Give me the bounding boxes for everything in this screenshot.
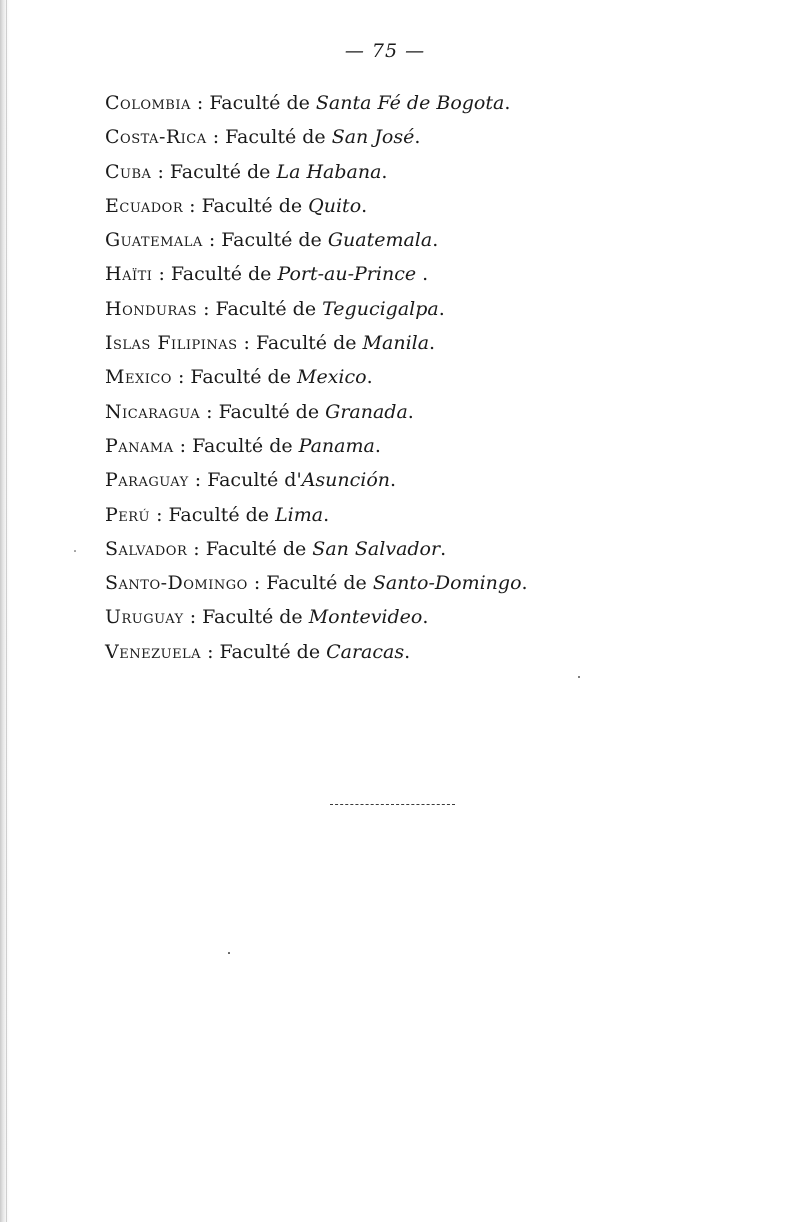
entry-period: . bbox=[366, 366, 373, 389]
list-item bbox=[105, 429, 528, 463]
country-name: Ecuador bbox=[105, 194, 184, 217]
country-name: Costa-Rica bbox=[105, 126, 207, 149]
faculty-label: : Faculté de bbox=[183, 606, 309, 629]
list-item bbox=[105, 566, 528, 600]
entry-period: . bbox=[390, 469, 397, 492]
city-name: Mexico bbox=[296, 366, 367, 389]
city-name: Tegucigalpa bbox=[322, 297, 439, 320]
faculty-label: : Faculté de bbox=[150, 503, 276, 526]
entry-period: . bbox=[504, 92, 511, 114]
list-item bbox=[105, 292, 528, 326]
country-name: Santo-Domingo bbox=[105, 572, 248, 595]
faculty-label: : Faculté de bbox=[247, 572, 373, 595]
list-item bbox=[105, 120, 528, 154]
country-name: Haïti bbox=[105, 263, 153, 286]
list-item bbox=[105, 189, 528, 223]
page-number: — 75 — bbox=[344, 40, 426, 62]
country-name: Mexico bbox=[105, 366, 172, 389]
city-name: Quito bbox=[308, 194, 362, 217]
city-name: Port-au-Prince bbox=[277, 263, 417, 286]
country-name: Guatemala bbox=[105, 229, 203, 252]
faculty-label: : Faculté de bbox=[197, 297, 323, 320]
city-name: Caracas bbox=[326, 640, 405, 663]
faculty-label: : Faculté de bbox=[201, 640, 327, 663]
entry-period: . bbox=[404, 640, 411, 663]
city-name: Guatemala bbox=[327, 229, 433, 252]
city-name: Asunción bbox=[301, 469, 391, 492]
faculty-label: : Faculté d' bbox=[188, 469, 302, 492]
page-edge-shadow bbox=[0, 0, 10, 1222]
page-edge-line bbox=[6, 0, 7, 1222]
list-item bbox=[105, 635, 528, 669]
city-name: Lima bbox=[275, 503, 324, 526]
city-name: Granada bbox=[325, 400, 408, 423]
entry-period: . bbox=[407, 400, 414, 423]
list-item bbox=[105, 600, 528, 634]
entry-period: . bbox=[323, 503, 330, 526]
faculty-label: : Faculté de bbox=[152, 263, 278, 286]
list-item bbox=[105, 155, 528, 189]
city-name: San Salvador bbox=[312, 537, 441, 560]
country-name: Perú bbox=[105, 503, 151, 526]
country-name: Colombia bbox=[105, 92, 191, 114]
faculty-label: : Faculté de bbox=[183, 194, 309, 217]
city-name: San José bbox=[331, 126, 415, 149]
country-name: Salvador bbox=[105, 537, 188, 560]
scan-speck bbox=[74, 550, 76, 552]
list-item bbox=[105, 498, 528, 532]
country-name: Paraguay bbox=[105, 469, 189, 492]
country-name: Panama bbox=[105, 434, 174, 457]
end-separator-rule bbox=[330, 804, 455, 805]
faculty-label: : Faculté de bbox=[200, 400, 326, 423]
list-item bbox=[105, 223, 528, 257]
list-item bbox=[105, 326, 528, 360]
country-name: Uruguay bbox=[105, 606, 184, 629]
city-name: Manila bbox=[362, 332, 430, 355]
entry-period: . bbox=[414, 126, 421, 149]
scan-speck bbox=[228, 952, 230, 954]
entry-period: . bbox=[521, 572, 528, 595]
faculty-label: : Faculté de bbox=[237, 332, 363, 355]
faculty-label: : Faculté de bbox=[202, 229, 328, 252]
city-name: La Habana bbox=[276, 160, 382, 183]
country-name: Nicaragua bbox=[105, 400, 201, 423]
country-name: Venezuela bbox=[105, 640, 202, 663]
faculty-label: : Faculté de bbox=[173, 434, 299, 457]
city-name: Montevideo bbox=[308, 606, 423, 629]
list-item bbox=[105, 257, 528, 291]
city-name: Santa Fé de Bogota bbox=[315, 92, 505, 114]
entry-period: . bbox=[440, 537, 447, 560]
faculty-label: : Faculté de bbox=[190, 92, 316, 114]
entry-period: . bbox=[422, 606, 429, 629]
city-name: Panama bbox=[298, 434, 375, 457]
faculty-label: : Faculté de bbox=[187, 537, 313, 560]
faculty-label: : Faculté de bbox=[206, 126, 332, 149]
list-item bbox=[105, 532, 528, 566]
faculty-list bbox=[105, 86, 528, 669]
entry-period: . bbox=[432, 229, 439, 252]
faculty-label: : Faculté de bbox=[171, 366, 297, 389]
entry-period: . bbox=[416, 263, 429, 286]
faculty-label: : Faculté de bbox=[151, 160, 277, 183]
scan-speck bbox=[578, 676, 580, 678]
entry-period: . bbox=[381, 160, 388, 183]
list-item bbox=[105, 360, 528, 394]
country-name: Cuba bbox=[105, 160, 152, 183]
entry-period: . bbox=[361, 194, 368, 217]
entry-period: . bbox=[374, 434, 381, 457]
list-item bbox=[105, 463, 528, 497]
entry-period: . bbox=[429, 332, 436, 355]
entry-period: . bbox=[438, 297, 445, 320]
list-item bbox=[105, 395, 528, 429]
country-name: Honduras bbox=[105, 297, 198, 320]
country-name: Islas Filipinas bbox=[105, 332, 238, 355]
list-item bbox=[105, 86, 528, 120]
city-name: Santo-Domingo bbox=[372, 572, 522, 595]
